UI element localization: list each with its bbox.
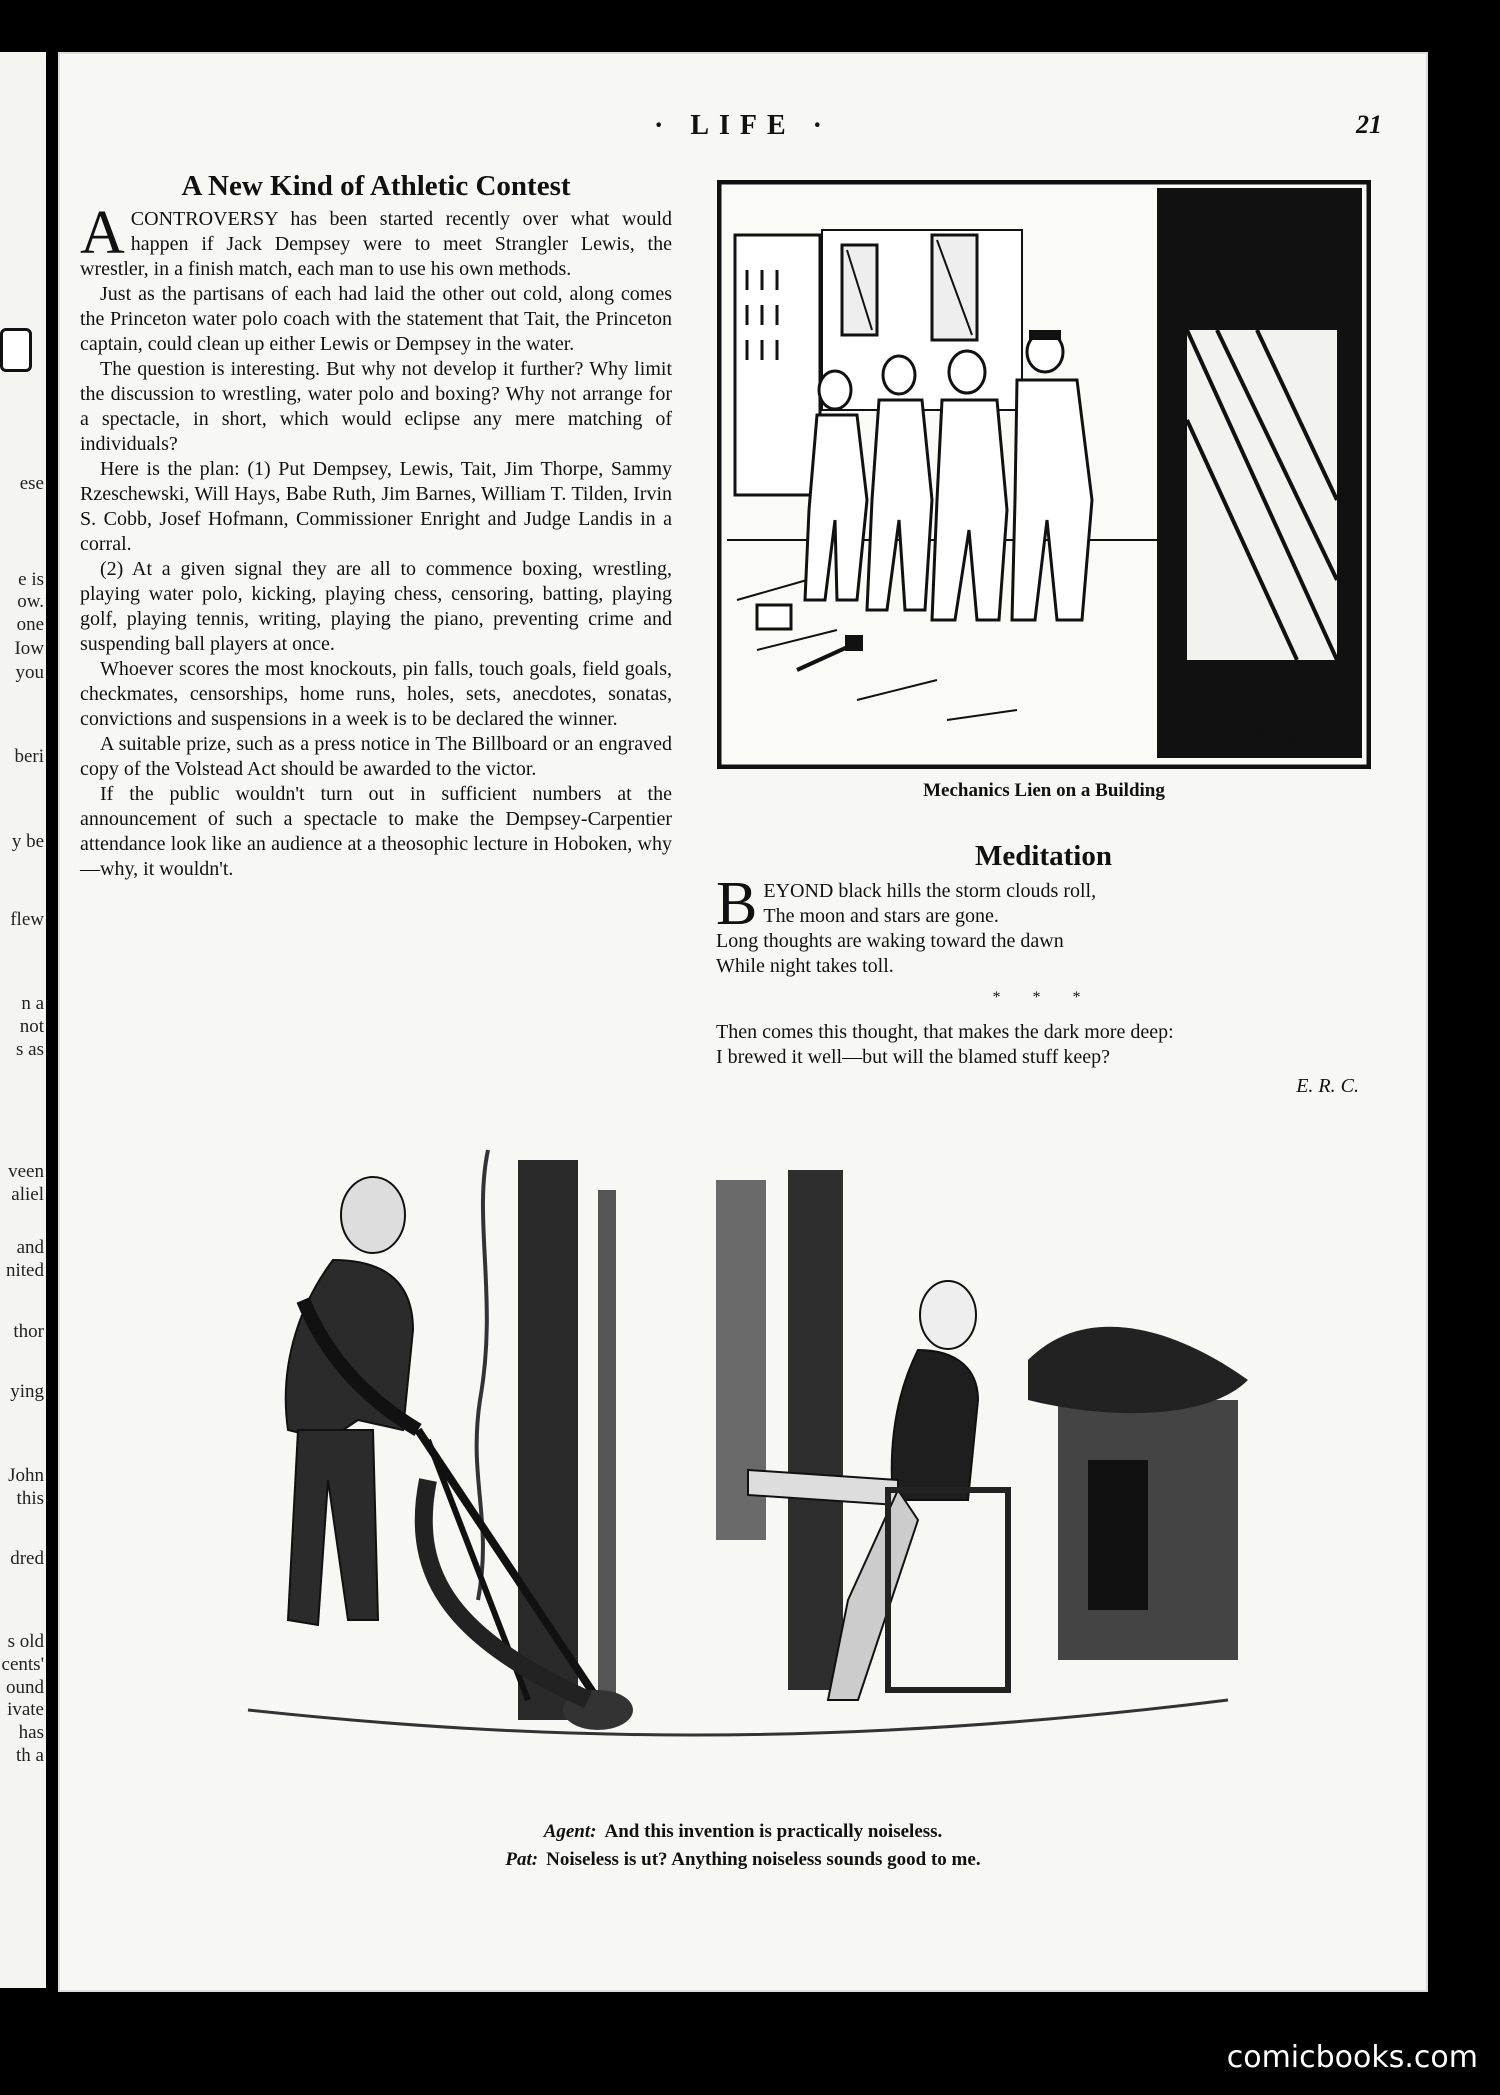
dialogue-text: And this invention is practically noiseless. xyxy=(604,1821,943,1842)
site-watermark: comicbooks.com xyxy=(1226,2040,1478,2075)
facing-page-printer-icon xyxy=(0,328,32,372)
magazine-page xyxy=(58,52,1428,1992)
margin-fragment: n a xyxy=(21,993,44,1014)
drop-cap: B xyxy=(716,870,758,938)
margin-fragment: y be xyxy=(11,831,44,852)
margin-fragment: flew xyxy=(10,909,44,930)
margin-fragment: nited xyxy=(6,1260,44,1281)
margin-fragment: dred xyxy=(10,1548,44,1569)
article-paragraph: Just as the partisans of each had laid the other out cold, along comes the Princeton water polo coach with the statement that Tait, the Princeton captain, could clean up either Lewis or Dempsey in the water. xyxy=(80,283,672,355)
article-paragraph: A suitable prize, such as a press notice in The Billboard or an engraved copy of the Volstead Act should be awarded to the victor. xyxy=(80,733,672,780)
facing-page-margin xyxy=(0,52,46,1988)
drop-cap: A xyxy=(80,199,125,267)
margin-fragment: th a xyxy=(16,1745,44,1766)
margin-fragment: s as xyxy=(16,1039,44,1060)
margin-fragment: ying xyxy=(10,1381,44,1402)
article-paragraph: Whoever scores the most knockouts, pin falls, touch goals, field goals, checkmates, censorships, home runs, holes, sets, anecdotes, sonatas, convictions and suspensions in a week is to be declared the winner. xyxy=(80,658,672,730)
poem-separator: * * * xyxy=(992,989,1095,1006)
margin-fragment: ow. xyxy=(17,591,44,612)
poem-title: Meditation xyxy=(975,840,1112,872)
article-title: A New Kind of Athletic Contest xyxy=(181,170,571,202)
margin-fragment: thor xyxy=(13,1321,44,1342)
dialogue-text: Noiseless is ut? Anything noiseless sounds good to me. xyxy=(546,1849,981,1870)
poem-signature: E. R. C. xyxy=(1296,1075,1359,1097)
margin-fragment: e is xyxy=(18,569,44,590)
poem-line: The moon and stars are gone. xyxy=(763,905,999,927)
margin-fragment: has xyxy=(18,1722,44,1743)
artist-signature: Young xyxy=(1247,723,1297,745)
margin-fragment: ese xyxy=(19,473,44,494)
poem-line: I brewed it well—but will the blamed stuff keep? xyxy=(716,1046,1110,1068)
margin-fragment: ound xyxy=(6,1677,44,1698)
margin-fragment: veen xyxy=(8,1161,44,1182)
speaker-label: Pat: xyxy=(505,1849,539,1870)
margin-fragment: ivate xyxy=(7,1699,44,1720)
caption-line xyxy=(58,1818,1428,1846)
article xyxy=(80,170,672,882)
margin-fragment: this xyxy=(16,1488,44,1509)
page-header xyxy=(58,110,1428,150)
margin-fragment: John xyxy=(8,1465,44,1486)
margin-fragment: one xyxy=(16,614,44,635)
mechanics-cartoon xyxy=(717,180,1371,769)
margin-fragment: and xyxy=(16,1237,44,1258)
article-paragraph: The question is interesting. But why not develop it further? Why limit the discussion to wrestling, water polo and boxing? Why not arrange for a spectacle, in short, which would eclipse any mere matching of individuals? xyxy=(80,358,672,455)
poem-line: Long thoughts are waking toward the dawn xyxy=(716,930,1064,952)
margin-fragment: beri xyxy=(14,746,44,767)
margin-fragment: you xyxy=(15,662,44,683)
poem-line: Then comes this thought, that makes the dark more deep: xyxy=(716,1021,1174,1043)
agent-and-pat-illustration xyxy=(128,1100,1343,1810)
poem xyxy=(716,840,1371,1099)
cartoon-caption: Mechanics Lien on a Building xyxy=(923,780,1165,801)
margin-fragment: cents' xyxy=(1,1654,44,1675)
poem-line: BEYOND black hills the storm clouds roll, xyxy=(716,870,1097,938)
caption-line xyxy=(58,1846,1428,1874)
article-paragraph: (2) At a given signal they are all to commence boxing, wrestling, playing water polo, kicking, playing chess, censoring, batting, playing golf, playing tennis, writing, playing the piano, preventing crime and suspending ball players at once. xyxy=(80,558,672,655)
speaker-label: Agent: xyxy=(543,1821,597,1842)
margin-fragment: not xyxy=(19,1016,44,1037)
article-paragraph: ACONTROVERSY has been started recently over what would happen if Jack Dempsey were to meet Strangler Lewis, the wrestler, in a finish match, each man to use his own methods. xyxy=(80,199,672,280)
poem-line: While night takes toll. xyxy=(716,955,894,977)
margin-fragment: aliel xyxy=(11,1184,44,1205)
margin-fragment: s old xyxy=(7,1631,44,1652)
article-paragraph: Here is the plan: (1) Put Dempsey, Lewis, Tait, Jim Thorpe, Sammy Rzeschewski, Will Hays, Babe Ruth, Jim Barnes, William T. Tilden, Irvin S. Cobb, Josef Hofmann, Commissioner Enright and Judge Landis in a corral. xyxy=(80,458,672,555)
illustration-caption xyxy=(58,1818,1428,1874)
margin-fragment: Iow xyxy=(14,638,44,659)
article-paragraph: If the public wouldn't turn out in sufficient numbers at the announcement of such a spectacle to make the Dempsey-Carpentier attendance look like an audience at a theosophic lecture in Hoboken, why—why, it wouldn't. xyxy=(80,783,672,880)
masthead: · LIFE · xyxy=(653,110,833,141)
page-number: 21 xyxy=(1356,110,1382,139)
